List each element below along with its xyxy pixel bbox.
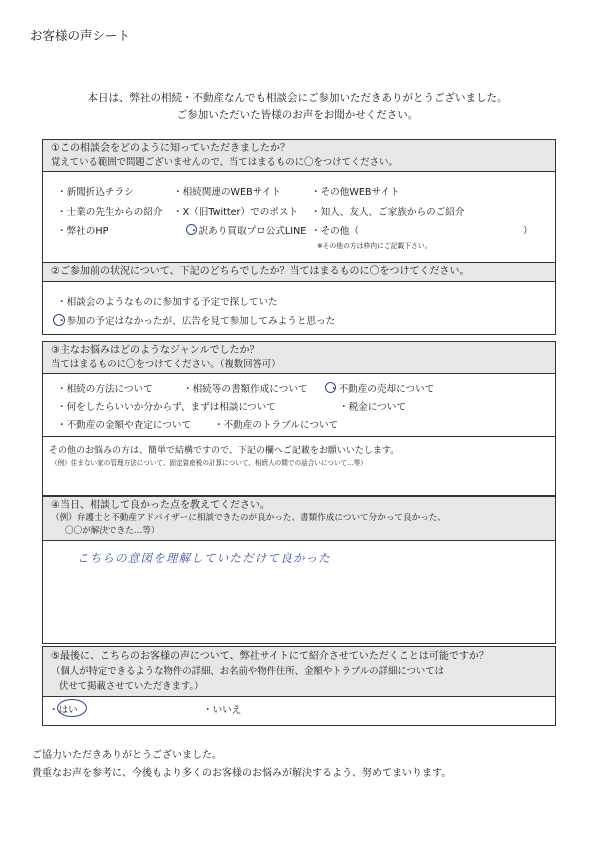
option-professional-referral[interactable]: ・士業の先生からの紹介 (57, 207, 163, 218)
option-x-post[interactable]: ・X（旧Twitter）でのポスト (173, 207, 299, 218)
q3-other-example: （例）住まない家の管理方法について、固定資産税の計算について、相続人の間での話合いについて…等） (51, 459, 367, 467)
question-5-subheading-2: 伏せて掲載させていただきます。） (59, 681, 204, 692)
question-4-heading: ④当日、相談して良かった点を教えてください。 (51, 500, 270, 511)
question-2-section (42, 262, 556, 335)
option-consult-first[interactable]: ・何をしたらいいか分からず、まずは相談に (57, 402, 249, 413)
question-1-subheading: 覚えている範囲で問題ございませんので、当てはまるものに〇をつけてください。 (51, 157, 398, 168)
selection-circle-mark (53, 314, 65, 326)
option-acquaintance-referral[interactable]: ・知人、友人、ご家族からのご紹介 (311, 207, 465, 218)
question-4-section (42, 496, 556, 644)
option-company-hp[interactable]: ・弊社のHP (57, 226, 109, 237)
selection-circle-mark (186, 224, 197, 235)
option-yes[interactable]: ・はい (49, 705, 78, 716)
question-5-section (42, 646, 556, 726)
question-1-header (43, 140, 555, 172)
question-3-header (43, 342, 555, 374)
footer-thanks: ご協力いただきありがとうございました。 (32, 750, 222, 761)
option-consult-first-tail: ついて (247, 402, 276, 413)
question-1-heading: ①この相談会をどのように知っていただきましたか？ (51, 143, 290, 154)
q1-note: ※その他の方は枠内にご記載下さい。 (317, 242, 432, 250)
option-inheritance-method[interactable]: ・相続の方法について (57, 384, 153, 395)
option-inheritance-documents[interactable]: ・相続等の書類作成について (183, 384, 308, 395)
option-saw-advertisement[interactable]: ・参加の予定はなかったが、広告を見て参加してみようと思った (57, 316, 336, 327)
question-4-example-2: 〇〇が解決できた…等） (65, 526, 160, 536)
option-planned-to-attend[interactable]: ・相談会のようなものに参加する予定で探していた (57, 297, 278, 308)
handwritten-answer: こちらの意図を理解していただけて良かった (77, 551, 331, 565)
question-2-heading: ②ご参加前の状況について、下記のどちらでしたか？当てはまるものに〇をつけてください。 (51, 266, 470, 277)
option-appraisal[interactable]: ・不動産の金額や査定について (57, 420, 192, 431)
intro-line-2: ご参加いただいた皆様のお声をお聞かせください。 (176, 109, 419, 121)
option-newspaper-flyer[interactable]: ・新聞折込チラシ (57, 187, 134, 198)
question-1-section (42, 139, 556, 263)
question-3-heading: ③主なお悩みはどのようなジャンルでしたか？ (51, 345, 260, 356)
selection-circle-mark (325, 382, 336, 393)
q3-other-instruction: その他のお悩みの方は、簡単で結構ですので、下記の欄へご記載をお願いいたします。 (49, 446, 400, 456)
option-no[interactable]: ・いいえ (203, 705, 242, 716)
question-5-subheading-1: （個人が特定できるような物件の詳細、お名前や物件住所、金額やトラブルの詳細については (51, 666, 445, 677)
question-3-subheading: 当てはまるものに〇をつけてください。（複数回答可） (51, 359, 281, 370)
option-real-estate-trouble[interactable]: ・不動産のトラブルについて (214, 420, 339, 431)
option-other[interactable]: ・その他（ (311, 226, 359, 237)
question-3-section (42, 341, 556, 496)
question-4-header (43, 497, 555, 541)
intro-line-1: 本日は、弊社の相続・不動産なんでも相談会にご参加いただきありがとうございました。 (87, 92, 508, 104)
question-5-heading: ⑤最後に、こちらのお客様の声について、弊社サイトにて紹介させていただくことは可能ですか？ (51, 651, 489, 662)
option-inheritance-website[interactable]: ・相続関連のWEBサイト (173, 187, 281, 198)
option-real-estate-sale[interactable]: ・不動産の売却について (329, 384, 435, 395)
selection-circle-mark (57, 699, 87, 717)
question-2-header (43, 263, 555, 282)
question-5-header (43, 647, 555, 697)
page-title: お客様の声シート (30, 28, 131, 43)
question-4-answer-area[interactable] (43, 541, 555, 641)
option-official-line[interactable]: ・訳あり買取プロ公式LINE (189, 226, 307, 237)
question-4-example-1: （例）弁護士と不動産アドバイザーに相談できたのが良かった、書類作成について分かって良かった、 (51, 513, 446, 523)
option-other-close-paren: ） (523, 226, 533, 237)
option-other-website[interactable]: ・その他WEBサイト (311, 187, 400, 198)
option-tax[interactable]: ・税金について (339, 402, 406, 413)
footer-message: 貴重なお声を参考に、今後もより多くのお客様のお悩みが解決するよう、努めてまいります。 (32, 768, 452, 779)
